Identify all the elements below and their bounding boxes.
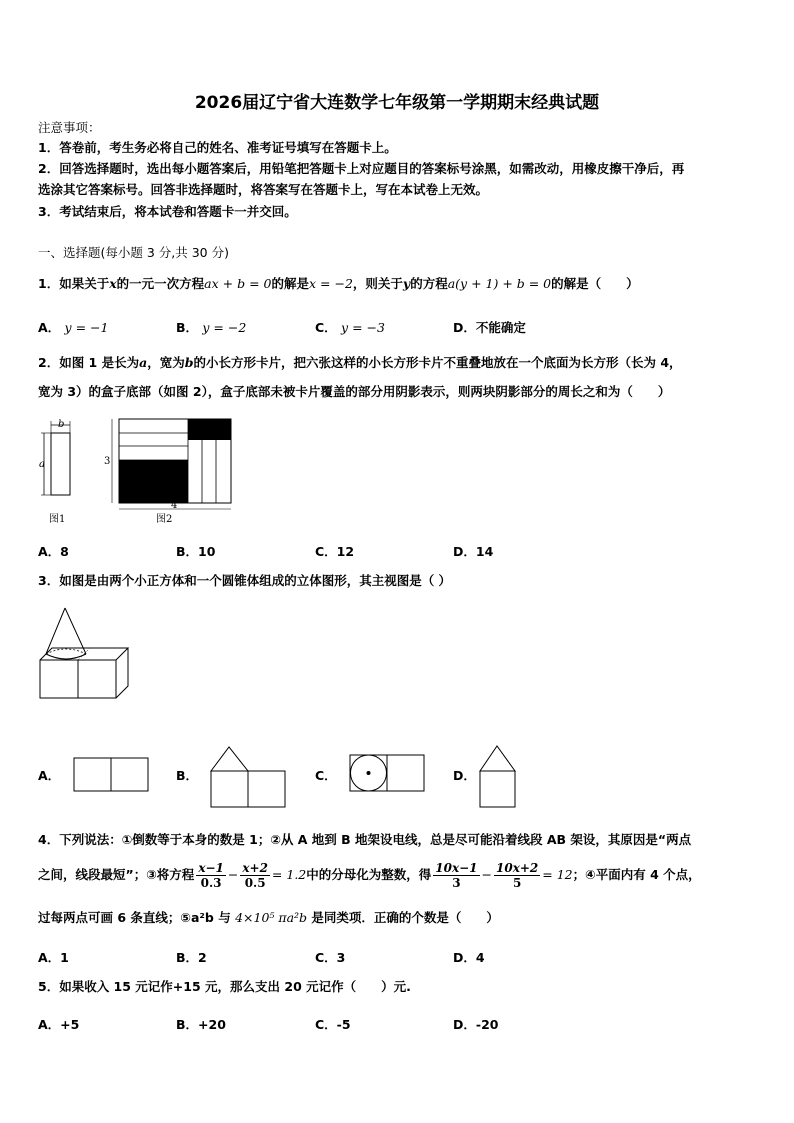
cone-and-cubes-figure [36,604,132,700]
question-4-line3: 过每两点可画 6 条直线；⑤a²b 与 4×10⁵ πa²b 是同类项．正确的个数是（ ） [38,910,499,925]
q3-option-c: C． [315,768,337,783]
figure-1-rectangle [36,416,86,528]
q4-option-b: B．2 [176,950,207,965]
question-5: 5．如果收入 15 元记作+15 元，那么支出 20 元记作（ ）元. [38,979,411,994]
fig1-b-label: b [58,419,65,430]
fig2-caption: 图2 [156,514,173,525]
fig2-width-label: 4 [171,500,178,511]
notice-item-1: 1．答卷前，考生务必将自己的姓名、准考证号填写在答题卡上。 [38,140,397,155]
q5-option-c: C．-5 [315,1017,351,1032]
question-1: 1．如果关于x的一元一次方程ax + b = 0的解是x = −2，则关于y的方程a(y + 1) + b = 0的解是（ ） [38,276,639,291]
notice-item-2-cont: 选涂其它答案标号。回答非选择题时，将答案写在答题卡上，写在本试卷上无效。 [38,182,489,197]
q1-option-d: D．不能确定 [453,320,526,335]
fig2-height-label: 3 [104,456,111,467]
q3-option-a-drawing [72,756,152,794]
q1-option-a: A． y = −1 [38,320,109,335]
fraction-4: $\frac{10x+2}{5}$ [496,861,539,890]
shaded-region-bottom-left [119,460,188,503]
q4-option-a: A．1 [38,950,69,965]
question-2-line1: 2．如图 1 是长为a，宽为b的小长方形卡片，把六张这样的小长方形卡片不重叠地放在一个底面为长方形（长为 4， [38,355,682,370]
q3-option-c-drawing [346,752,428,794]
question-2-line2: 宽为 3）的盒子底部（如图 2），盒子底部未被卡片覆盖的部分用阴影表示，则两块阴影部分的周长之和为（ ） [38,384,671,399]
fig1-caption: 图1 [49,514,66,525]
q2-option-b: B．10 [176,544,216,559]
q5-option-d: D．-20 [453,1017,499,1032]
q3-option-d-drawing [476,742,522,810]
q1-option-c: C． y = −3 [315,320,385,335]
fraction-1: $\frac{x-1}{0.3}$ [198,861,224,890]
q4-option-d: D．4 [453,950,485,965]
question-4-line2: 之间，线段最短”；③将方程 $\frac{x-1}{0.3}$ − $\frac{x+2}{0.5}$ = 1.2中的分母化为整数，得 $\frac{10x-1}{3}$ − $\frac{10x+2}{5}$ = 12；④平面内有 4 个点， [38,861,701,890]
notice-item-3: 3．考试结束后，将本试卷和答题卡一并交回。 [38,204,297,219]
shaded-region-top-right [188,419,231,440]
q5-option-b: B．+20 [176,1017,226,1032]
q2-option-a: A．8 [38,544,69,559]
q3-option-b: B． [176,768,199,783]
q3-option-d: D． [453,768,476,783]
notice-heading: 注意事项： [38,120,101,135]
section-heading: 一、选择题(每小题 3 分,共 30 分) [38,245,229,260]
q3-option-b-drawing [208,742,290,810]
q3-option-a: A． [38,768,61,783]
fraction-2: $\frac{x+2}{0.5}$ [242,861,268,890]
page-title: 2026届辽宁省大连数学七年级第一学期期末经典试题 [194,93,600,113]
q2-option-c: C．12 [315,544,355,559]
figure-2-box [102,416,238,528]
q1-option-b: B． y = −2 [176,320,247,335]
fraction-3: $\frac{10x-1}{3}$ [435,861,478,890]
notice-item-2: 2．回答选择题时，选出每小题答案后，用铅笔把答题卡上对应题目的答案标号涂黑，如需改动，用橡皮擦干净后，再 [38,161,685,176]
question-4-line1: 4．下列说法：①倒数等于本身的数是 1；②从 A 地到 B 地架设电线，总是尽可能沿着线段 AB 架设，其原因是“两点 [38,832,692,847]
fig1-a-label: a [39,459,45,470]
q2-option-d: D．14 [453,544,494,559]
q5-option-a: A．+5 [38,1017,80,1032]
q4-option-c: C．3 [315,950,346,965]
question-3: 3．如图是由两个小正方体和一个圆锥体组成的立体图形，其主视图是（ ） [38,573,452,588]
